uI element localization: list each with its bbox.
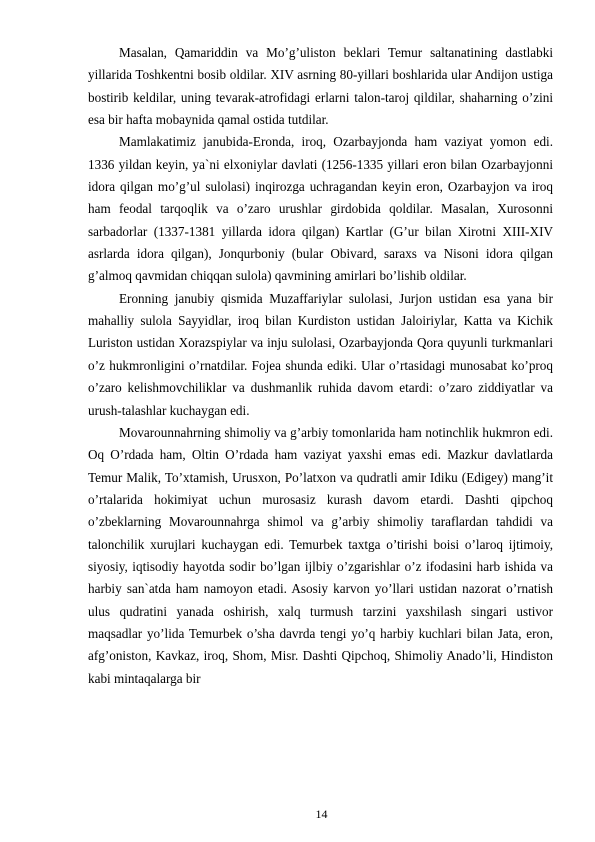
paragraph-2: Mamlakatimiz janubida-Eronda, iroq, Ozarbayjonda ham vaziyat yomon edi. 1336 yildan keyin, ya`ni elxoniylar davlati (1256-1335 yillari eron bilan Ozarbayjonni idora qilgan mo’g’ul sulolasi) inqirozga uchragandan keyin eron, Ozarbayjon va iroq ham feodal tarqoqlik va o’zaro urushlar girdobida qoldilar. Masalan, Xurosonni sarbadorlar (1337-1381 yillarda idora qilgan) Kartlar (G’ur bilan Xirotni XIII-XIV asrlarda idora qilgan), Jonqurboniy (bular Obivard, saraxs va Nisoni idora qilgan g’almoq qavmidan chiqqan sulola) qavmining amirlari bo’lishib oldilar. (88, 134, 553, 284)
paragraph-1: Masalan, Qamariddin va Mo’g’uliston beklari Temur saltanatining dastlabki yillarida Toshkentni bosib oldilar. XIV asrning 80-yillari boshlarida ular Andijon ustiga bostirib keldilar, uning tevarak-atrofidagi erlarni talon-taroj qildilar, shaharning o’zini esa bir hafta mobaynida qamal ostida tutdilar. (88, 45, 553, 128)
page-number: 14 (315, 807, 328, 821)
paragraph-3: Eronning janubiy qismida Muzaffariylar sulolasi, Jurjon ustidan esa yana bir mahalliy sulola Sayyidlar, iroq bilan Kurdiston ustidan Jaloiriylar, Katta va Kichik Luriston ustidan Xorazspiylar va inju sulolasi, Ozarbayjonda Qora quyunli turkmanlari o’z hukmronligini o’rnatdilar. Fojea shunda ediki. Ular o’rtasidagi munosabat ko’proq o’zaro kelishmovchiliklar va dushmanlik ruhida davom etardi: o’zaro ziddiyatlar va urush-talashlar kuchaygan edi. (88, 290, 553, 418)
paragraph-4: Movarounnahrning shimoliy va g’arbiy tomonlarida ham notinchlik hukmron edi. Oq O’rdada ham, Oltin O’rdada ham vaziyat yaxshi emas edi. Mazkur davlatlarda Temur Malik, To’xtamish, Urusxon, Po’latxon va qudratli amir Idiku (Edigey) mang’it o’rtalarida hokimiyat uchun murosasiz kurash davom etardi. Dashti qipchoq o’zbeklarning Movarounnahrga shimol va g’arbiy shimoliy taraflardan tahdidi va talonchilik xurujlari kuchaygan edi. Temurbek taxtga o’tirishi boisi o’laroq ijtimoiy, siyosiy, iqtisodiy hayotda sodir bo’lgan ijlbiy o’zgarishlar o’z ifodasini harb ishida va harbiy san`atda ham namoyon etadi. Asosiy karvon yo’llari ustidan nazorat o’rnatish ulus qudratini yanada oshirish, xalq turmush tarzini yaxshilash singari ustivor maqsadlar yo’lida Temurbek o’sha davrda tengi yo’q harbiy kuchlari bilan Jata, eron, afg’oniston, Kavkaz, iroq, Shom, Misr. Dashti Qipchoq, Shimoliy Anado’li, Hindiston kabi mintaqalarga bir (88, 424, 553, 686)
body-text (88, 42, 553, 690)
